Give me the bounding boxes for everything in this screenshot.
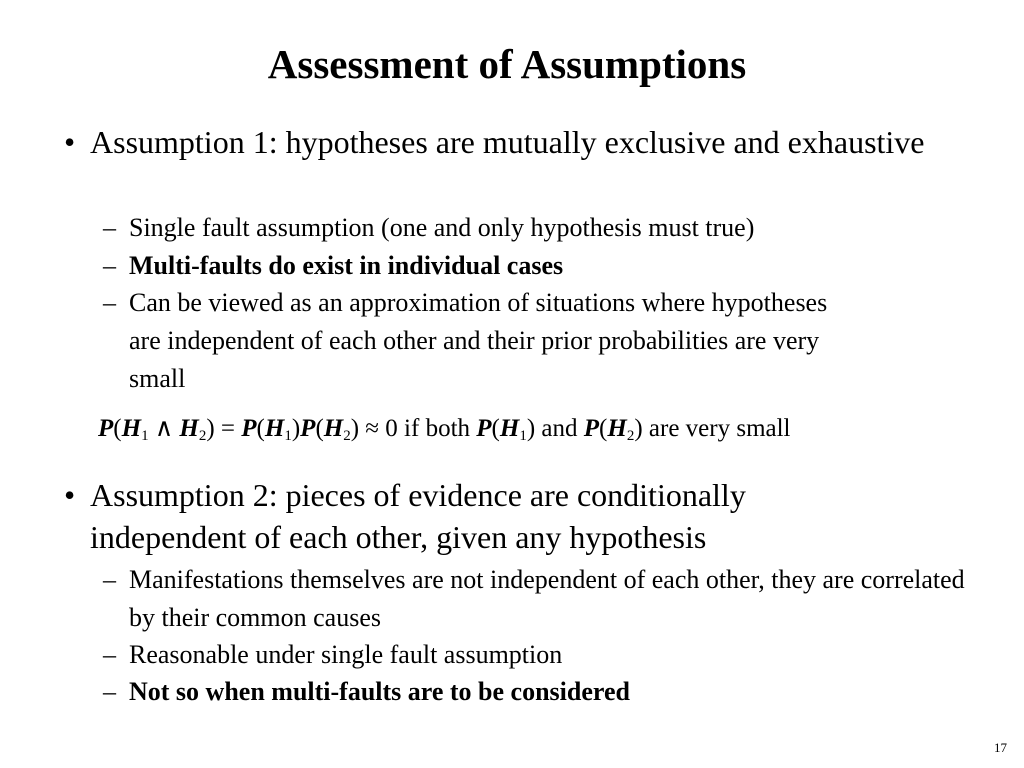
formula-sub: 1 bbox=[284, 428, 292, 444]
dash-marker: – bbox=[103, 640, 116, 669]
formula-word-and: and bbox=[541, 415, 578, 442]
sub-bullet-text: Reasonable under single fault assumption bbox=[129, 640, 563, 669]
sub-bullet-text: Can be viewed as an approximation of situations where hypotheses are independent of each other and their prior probabilities are very small bbox=[129, 288, 828, 393]
formula-sub: 1 bbox=[519, 428, 527, 444]
formula-sub: 1 bbox=[141, 428, 149, 444]
formula-h: H bbox=[121, 415, 142, 442]
formula-h: H bbox=[179, 415, 199, 442]
probability-formula: $P(H_1$ ∧ $H_2) = P(H_1)P(H_2) \approx 0$ if both $P(H_1)$ and $P(H_2)$ are very small bbox=[98, 415, 791, 444]
formula-p: P bbox=[300, 415, 316, 442]
dash-marker: – bbox=[103, 251, 116, 280]
formula-sub: 2 bbox=[343, 428, 351, 444]
bullet-marker: • bbox=[64, 124, 76, 160]
formula-p: P bbox=[583, 415, 600, 442]
page-number: 17 bbox=[994, 740, 1007, 755]
dash-marker: – bbox=[103, 288, 116, 317]
formula-word-both: both bbox=[425, 415, 471, 442]
sub-bullet-text: Single fault assumption (one and only hypothesis must true) bbox=[129, 213, 755, 242]
formula-h: H bbox=[264, 415, 285, 442]
sub-bullet-text: Manifestations themselves are not independent of each other, they are correlated by their common causes bbox=[129, 565, 965, 632]
formula-h: H bbox=[607, 415, 627, 442]
dash-marker: – bbox=[103, 677, 116, 706]
formula-h: H bbox=[499, 415, 520, 442]
formula-equals: = bbox=[220, 415, 236, 442]
formula-p: P bbox=[476, 415, 492, 442]
dash-marker: – bbox=[103, 565, 116, 594]
formula-p: P bbox=[241, 415, 257, 442]
formula-word-if: if bbox=[404, 415, 420, 442]
slide-title: Assessment of Assumptions bbox=[267, 41, 747, 87]
formula-and-operator: ∧ bbox=[154, 415, 174, 442]
sub-bullet-text: Multi-faults do exist in individual cases bbox=[129, 251, 564, 280]
sub-bullet-text: Not so when multi-faults are to be considered bbox=[129, 677, 630, 706]
formula-sub: 2 bbox=[198, 428, 207, 444]
bullet-text: Assumption 2: pieces of evidence are conditionally independent of each other, given any hypothesis bbox=[90, 477, 746, 555]
formula-sub: 2 bbox=[626, 428, 635, 444]
bullet-text: Assumption 1: hypotheses are mutually exclusive and exhaustive bbox=[90, 124, 925, 160]
formula-p: P bbox=[98, 415, 114, 442]
dash-marker: – bbox=[103, 213, 116, 242]
formula-zero: 0 bbox=[385, 415, 398, 442]
bullet-marker: • bbox=[64, 477, 76, 513]
formula-approx: ≈ bbox=[365, 415, 380, 442]
formula-h: H bbox=[323, 415, 344, 442]
formula-word-tail: are very small bbox=[648, 415, 791, 442]
